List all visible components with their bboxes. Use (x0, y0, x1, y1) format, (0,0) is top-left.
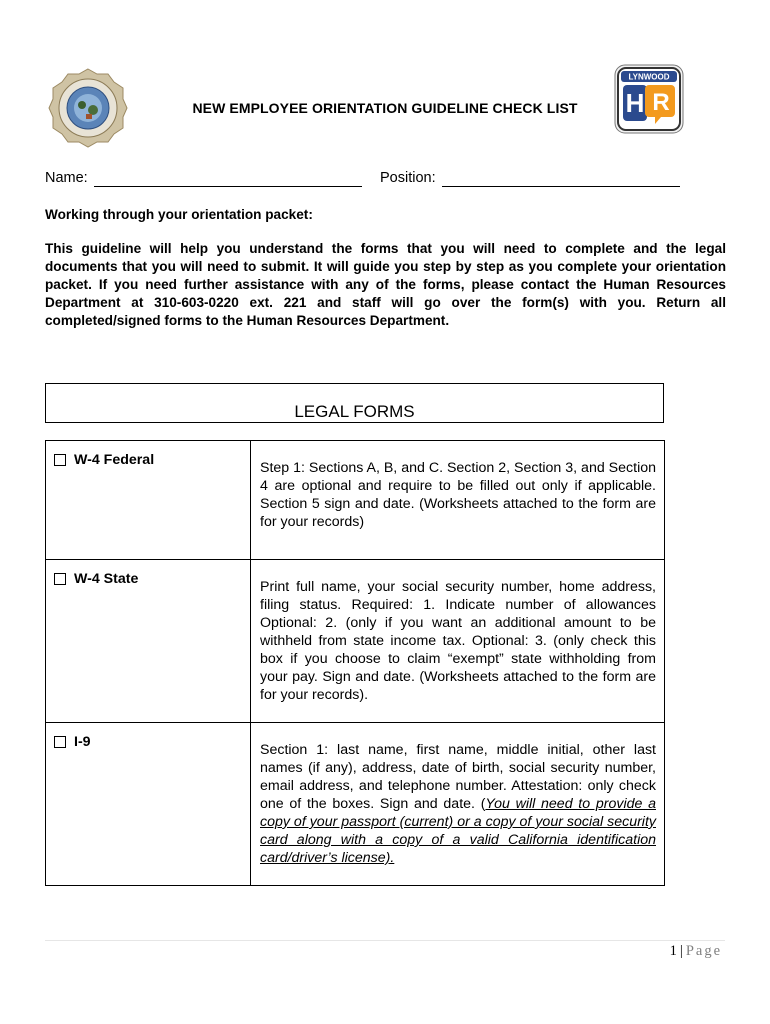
position-label: Position: (380, 170, 436, 186)
name-field[interactable] (94, 186, 362, 187)
form-description: Print full name, your social security number, home address, filing status. Required: 1. Indicate number of allowances Optional: 2. (only if you want an additional amount to be withheld from state income tax. Optional: 3. (only check this box if you choose to claim “exempt” state withholding from your pay. Sign and date. (Worksheets attached to the form are for your records). (260, 579, 656, 703)
lynwood-hr-logo (614, 64, 684, 134)
w4-federal-checkbox[interactable] (54, 454, 66, 466)
form-cell (46, 723, 251, 886)
footer-divider (45, 940, 725, 941)
legal-forms-header-box (45, 383, 664, 423)
i9-requirement-note: You will need to provide a copy of your passport (current) or a copy of your social security card along with a copy of a valid California identification card/driver’s license). (260, 796, 657, 866)
form-cell (46, 560, 251, 723)
legal-forms-title: LEGAL FORMS (294, 402, 415, 421)
table-row (46, 560, 665, 723)
page-separator: | (679, 943, 683, 959)
w4-state-checkbox[interactable] (54, 573, 66, 585)
i9-description-text: Section 1: last name, first name, middle initial, other last names (if any), address, date of birth, social security number, email address, and telephone number. Attestation: only check one of the boxes. Sign and date. ( (260, 742, 656, 812)
section-heading: Working through your orientation packet: (45, 207, 313, 222)
legal-forms-table (45, 440, 665, 886)
table-row (46, 441, 665, 560)
hr-logo-r: R (652, 89, 670, 116)
form-description (251, 723, 664, 885)
form-name: I-9 (74, 734, 91, 750)
form-cell (46, 441, 251, 560)
page-footer (670, 943, 722, 960)
hr-logo-text: LYNWOOD (628, 72, 670, 82)
hr-logo-h: H (625, 88, 645, 118)
i9-checkbox[interactable] (54, 736, 66, 748)
name-label: Name: (45, 170, 88, 186)
intro-paragraph: This guideline will help you understand the forms that you will need to complete and the legal documents that you will need to submit. It will guide you step by step as you complete your orientation packet. If you need further assistance with any of the forms, please contact the Human Resources Department at 310-603-0220 ext. 221 and staff will go over the form(s) with you. Return all completed/signed forms to the Human Resources Department. (45, 241, 726, 328)
description-cell (251, 723, 665, 886)
position-field[interactable] (442, 186, 680, 187)
page-number: 1 (669, 943, 677, 959)
description-cell (251, 441, 665, 560)
table-row (46, 723, 665, 886)
page-label: Page (685, 943, 722, 959)
form-name: W-4 Federal (74, 452, 155, 468)
form-name: W-4 State (74, 571, 139, 587)
form-description: Step 1: Sections A, B, and C. Section 2, Section 3, and Section 4 are optional and require to be filled out only if applicable. Section 5 sign and date. (Worksheets attached to the form are for your records) (260, 460, 656, 530)
page-title: NEW EMPLOYEE ORIENTATION GUIDELINE CHECK LIST (192, 100, 578, 116)
description-cell (251, 560, 665, 723)
